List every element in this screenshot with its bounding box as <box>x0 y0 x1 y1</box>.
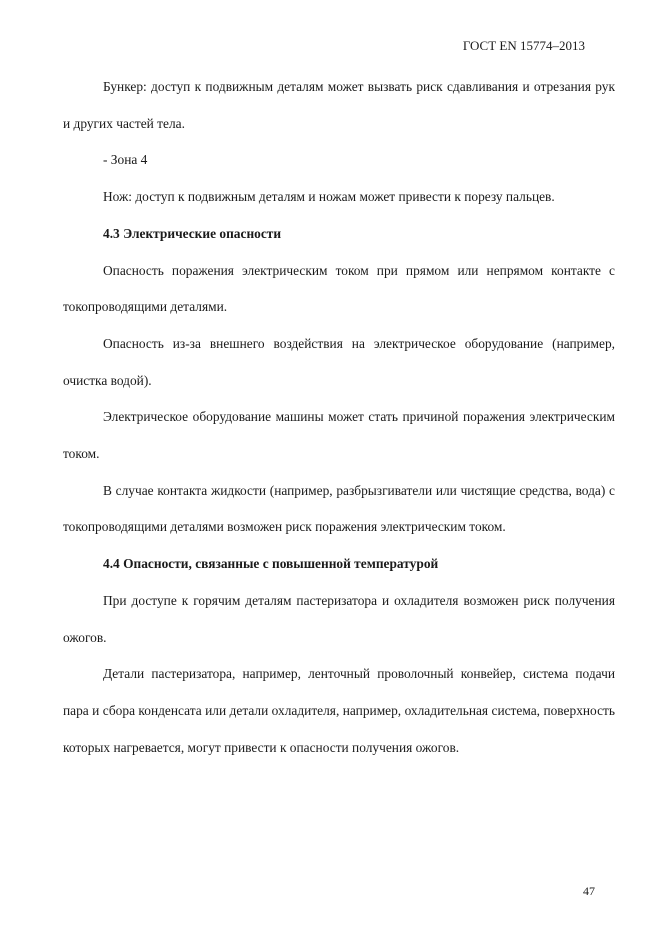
document-body <box>63 69 615 766</box>
paragraph-pasteurizer-details: Детали пастеризатора, например, ленточный проволочный конвейер, система подачи пара и сбора конденсата или детали охладителя, например, охладительная система, поверхность которых нагревается, могут привести к опасности получения ожогов. <box>63 666 615 755</box>
document-header: ГОСТ EN 15774–2013 <box>462 38 585 53</box>
page-number: 47 <box>583 884 595 898</box>
paragraph-electric-equipment: Электрическое оборудование машины может стать причиной поражения электрическим током. <box>63 409 615 462</box>
section-heading-4-4: 4.4 Опасности, связанные с повышенной температурой <box>103 556 439 572</box>
paragraph-liquid-contact: В случае контакта жидкости (например, разбрызгиватели или чистящие средства, вода) с токопроводящими деталями возможен риск поражения электрическим током. <box>63 482 615 535</box>
paragraph-knife: Нож: доступ к подвижным деталям и ножам может привести к порезу пальцев. <box>103 189 555 205</box>
paragraph-electric-contact: Опасность поражения электрическим током при прямом или непрямом контакте с токопроводящими деталями. <box>63 262 615 315</box>
paragraph-external-impact: Опасность из-за внешнего воздействия на электрическое оборудование (например, очистка водой). <box>63 335 615 388</box>
paragraph-hopper: Бункер: доступ к подвижным деталям может вызвать риск сдавливания и отрезания рук и других частей тела. <box>63 79 615 131</box>
paragraph-zone-4: - Зона 4 <box>103 152 148 168</box>
paragraph-hot-parts: При доступе к горячим деталям пастеризатора и охладителя возможен риск получения ожогов. <box>63 592 615 645</box>
section-heading-4-3: 4.3 Электрические опасности <box>103 225 282 241</box>
